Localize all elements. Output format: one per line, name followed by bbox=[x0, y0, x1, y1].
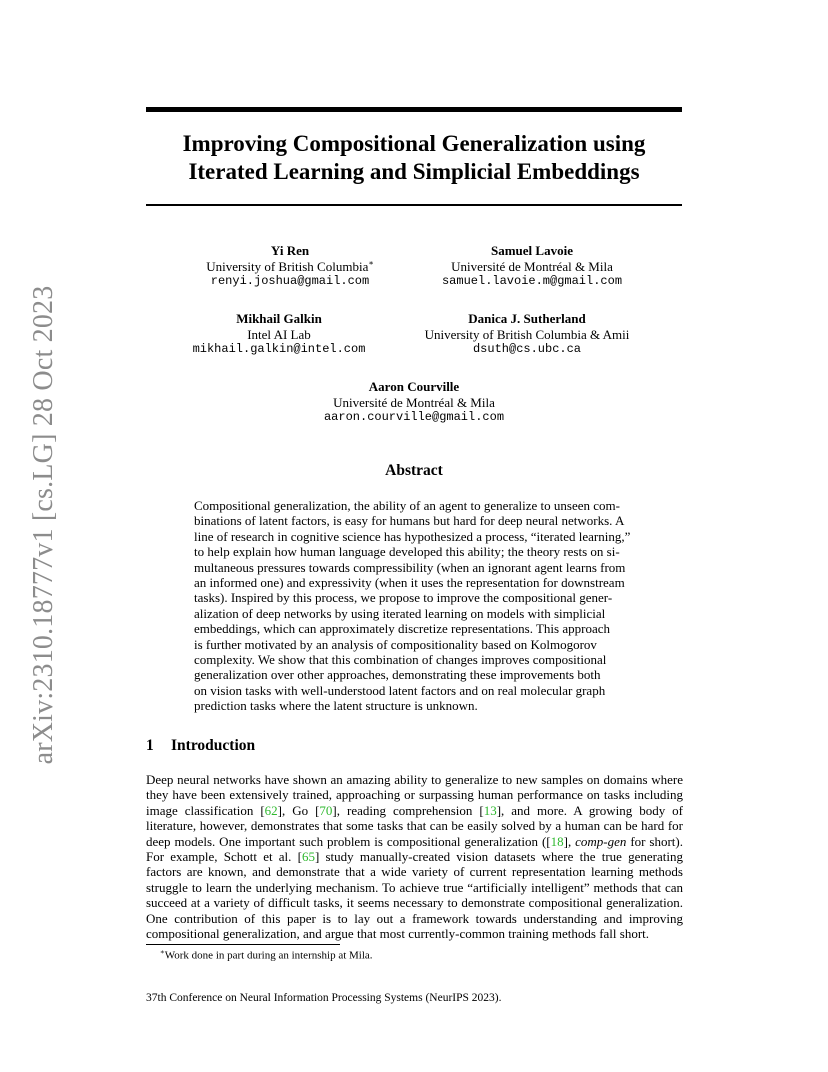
citation-link[interactable]: 70 bbox=[319, 802, 333, 818]
paper-title bbox=[146, 130, 682, 186]
section-heading bbox=[146, 737, 255, 755]
footnote: ∗Work done in part during an internship at Mila. bbox=[160, 948, 373, 962]
citation-link[interactable]: 62 bbox=[264, 802, 278, 818]
author-name: Yi Ren bbox=[270, 243, 310, 258]
author-name: Aaron Courville bbox=[368, 379, 460, 394]
footnote-mark: ∗ bbox=[160, 948, 165, 956]
abstract-line: binations of latent factors, is easy for humans but hard for deep neural networks. A bbox=[194, 513, 625, 529]
author-name: Mikhail Galkin bbox=[236, 311, 322, 326]
author-email[interactable]: aaron.courville@gmail.com bbox=[323, 410, 505, 424]
introduction-paragraph: Deep neural networks have shown an amazing ability to generalize to new samples on domains where they have been extensively trained, approaching or surpassing human performance on tasks including image classification [62], Go [70], reading comprehension [13], and more. A growing body of literature, however, demonstrates that some tasks that can be easily solved by a human can be hard for deep models. One important such problem is compositional generalization ([18], comp-gen for short). For example, Schott et al. [65] study manually-created vision datasets where the true generating factors are known, and demonstrate that a wide variety of current representation learning methods struggle to learn the underlying mechanism. To achieve true “artificially intelligent” methods that can succeed at a variety of difficult tasks, it seems necessary to demonstrate compositional generalization. One contribution of this paper is to lay out a framework towards understanding and improving compositional generalization, and argue that most currently-common training methods fall short. bbox=[146, 772, 684, 942]
author-affiliation: University of British Columbia & Amii bbox=[424, 326, 630, 342]
abstract-line: on vision tasks with well-understood latent factors and on real molecular graph bbox=[194, 682, 606, 698]
conference-note: 37th Conference on Neural Information Processing Systems (NeurIPS 2023). bbox=[146, 992, 502, 1004]
emphasis-term: comp-gen bbox=[575, 833, 627, 849]
abstract-line: complexity. We show that this combination of changes improves compositional bbox=[194, 652, 607, 668]
author-affiliation: Université de Montréal & Mila bbox=[333, 394, 495, 410]
author-block bbox=[382, 243, 682, 290]
abstract-line: tasks). Inspired by this process, we propose to improve the compositional gener- bbox=[194, 590, 613, 606]
author-affiliation: Université de Montréal & Mila bbox=[451, 258, 613, 274]
abstract-heading: Abstract bbox=[385, 462, 443, 479]
abstract-line: alization of deep networks by using iterated learning on models with simplicial bbox=[194, 605, 606, 621]
abstract-body bbox=[194, 498, 634, 714]
author-name: Samuel Lavoie bbox=[491, 243, 573, 258]
section-number: 1 bbox=[146, 737, 154, 754]
author-name: Danica J. Sutherland bbox=[468, 311, 586, 326]
abstract-line: embeddings, which can approximately discretize representations. This approach bbox=[194, 621, 610, 637]
title-line-1: Improving Compositional Generalization using bbox=[182, 131, 646, 156]
abstract-line: generalization over other approaches, demonstrating these improvements both bbox=[194, 667, 601, 683]
author-email[interactable]: mikhail.galkin@intel.com bbox=[192, 342, 366, 356]
author-email[interactable]: samuel.lavoie.m@gmail.com bbox=[441, 274, 623, 288]
abstract-line: prediction tasks where the latent structure is unknown. bbox=[194, 698, 478, 714]
author-block bbox=[264, 379, 564, 426]
citation-link[interactable]: 65 bbox=[301, 849, 315, 865]
abstract-line: multaneous pressures towards compressibility (when an ignorant agent learns from bbox=[194, 559, 626, 575]
abstract-line: to help explain how human language developed this ability; the theory rests on si- bbox=[194, 544, 620, 560]
author-affiliation: Intel AI Lab bbox=[247, 326, 311, 342]
author-block bbox=[377, 311, 677, 358]
citation-link[interactable]: 13 bbox=[483, 802, 497, 818]
author-email[interactable]: renyi.joshua@gmail.com bbox=[210, 274, 370, 288]
arxiv-stamp: arXiv:2310.18777v1 [cs.LG] 28 Oct 2023 bbox=[28, 285, 59, 765]
section-title: Introduction bbox=[171, 737, 256, 754]
author-affiliation: University of British Columbia∗ bbox=[206, 258, 374, 274]
citation-link[interactable]: 18 bbox=[550, 833, 564, 849]
footnote-rule bbox=[146, 944, 340, 945]
abstract-line: an informed one) and expressivity (when it uses the representation for downstream bbox=[194, 575, 625, 591]
abstract-line: line of research in cognitive science has hypothesized a process, “iterated learning,” bbox=[194, 528, 631, 544]
title-bottom-rule bbox=[146, 204, 682, 206]
title-line-2: Iterated Learning and Simplicial Embeddings bbox=[188, 159, 640, 184]
abstract-line: is further motivated by an analysis of compositionality based on Kolmogorov bbox=[194, 636, 597, 652]
abstract-line: Compositional generalization, the ability of an agent to generalize to unseen com- bbox=[194, 498, 620, 513]
author-email[interactable]: dsuth@cs.ubc.ca bbox=[472, 342, 582, 356]
title-top-rule bbox=[146, 107, 682, 112]
footnote-marker: ∗ bbox=[368, 258, 374, 268]
